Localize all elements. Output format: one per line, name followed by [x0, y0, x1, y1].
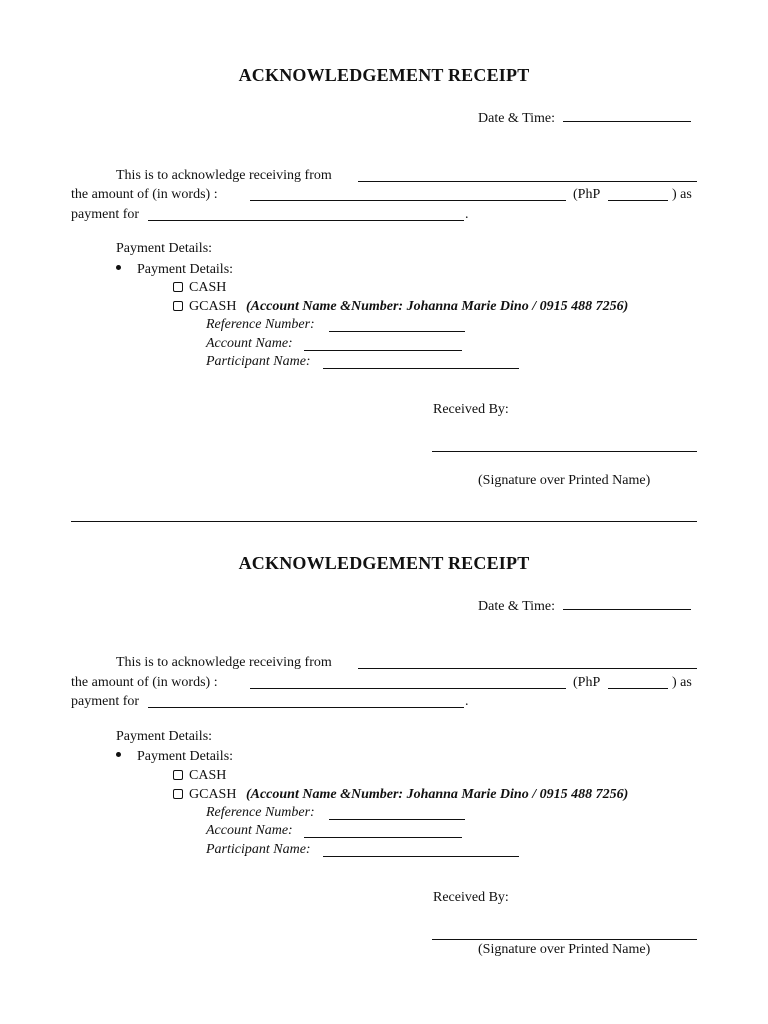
cash-option[interactable]: [173, 767, 226, 784]
cash-checkbox[interactable]: [173, 282, 183, 292]
payment-for-end: .: [465, 694, 469, 709]
php-close: ) as: [672, 187, 692, 202]
account-name-label: Account Name:: [206, 823, 293, 838]
received-from-field[interactable]: [358, 668, 697, 669]
participant-name-field[interactable]: [323, 368, 519, 369]
date-time-field[interactable]: [563, 108, 691, 122]
received-by-label: Received By:: [433, 402, 509, 417]
payment-details-bullet-label: Payment Details:: [137, 262, 234, 277]
payment-details-heading: Payment Details:: [116, 241, 213, 256]
received-from-field[interactable]: [358, 181, 697, 182]
gcash-account-info: (Account Name &Number: Johanna Marie Dino / 0915 488 7256): [245, 787, 629, 802]
cash-checkbox[interactable]: [173, 770, 183, 780]
php-label: (PhP: [573, 187, 601, 202]
payment-for-field[interactable]: [148, 220, 464, 221]
bullet-icon: [116, 265, 121, 270]
payment-details-bullet-label: Payment Details:: [137, 749, 234, 764]
date-time-row: [478, 596, 691, 615]
receipt-bottom: [0, 488, 768, 988]
gcash-option[interactable]: [173, 786, 628, 803]
signature-caption: (Signature over Printed Name): [478, 942, 651, 957]
gcash-label: GCASH: [189, 787, 237, 802]
cash-label: CASH: [189, 768, 227, 783]
cash-option[interactable]: [173, 279, 226, 296]
gcash-label: GCASH: [189, 299, 237, 314]
payment-for-label: payment for: [71, 207, 140, 222]
participant-name-field[interactable]: [323, 856, 519, 857]
cash-label: CASH: [189, 280, 227, 295]
payment-for-field[interactable]: [148, 707, 464, 708]
reference-number-label: Reference Number:: [206, 805, 315, 820]
account-name-label: Account Name:: [206, 336, 293, 351]
gcash-option[interactable]: [173, 298, 628, 315]
php-amount-field[interactable]: [608, 200, 668, 201]
reference-number-field[interactable]: [329, 331, 465, 332]
date-time-row: [478, 108, 691, 127]
signature-line[interactable]: [432, 451, 697, 452]
reference-number-field[interactable]: [329, 819, 465, 820]
date-time-label: Date & Time:: [478, 111, 556, 126]
participant-name-label: Participant Name:: [206, 842, 311, 857]
php-label: (PhP: [573, 675, 601, 690]
intro-text: This is to acknowledge receiving from: [116, 168, 332, 183]
payment-for-label: payment for: [71, 694, 140, 709]
gcash-checkbox[interactable]: [173, 301, 183, 311]
received-by-label: Received By:: [433, 890, 509, 905]
reference-number-label: Reference Number:: [206, 317, 315, 332]
bullet-icon: [116, 752, 121, 757]
date-time-field[interactable]: [563, 596, 691, 610]
php-close: ) as: [672, 675, 692, 690]
amount-words-label: the amount of (in words) :: [71, 187, 218, 202]
php-amount-field[interactable]: [608, 688, 668, 689]
receipt-top: [0, 0, 768, 500]
date-time-label: Date & Time:: [478, 599, 556, 614]
signature-caption: (Signature over Printed Name): [478, 473, 651, 488]
account-name-field[interactable]: [304, 837, 462, 838]
payment-for-end: .: [465, 207, 469, 222]
amount-words-field[interactable]: [250, 200, 566, 201]
amount-words-label: the amount of (in words) :: [71, 675, 218, 690]
payment-details-bullet-item: [116, 748, 233, 765]
participant-name-label: Participant Name:: [206, 354, 311, 369]
intro-text: This is to acknowledge receiving from: [116, 655, 332, 670]
gcash-checkbox[interactable]: [173, 789, 183, 799]
amount-words-field[interactable]: [250, 688, 566, 689]
payment-details-heading: Payment Details:: [116, 729, 213, 744]
receipt-title: ACKNOWLEDGEMENT RECEIPT: [238, 65, 530, 85]
signature-line[interactable]: [432, 939, 697, 940]
account-name-field[interactable]: [304, 350, 462, 351]
payment-details-bullet-item: [116, 261, 233, 278]
receipt-title: ACKNOWLEDGEMENT RECEIPT: [238, 553, 530, 573]
gcash-account-info: (Account Name &Number: Johanna Marie Dino / 0915 488 7256): [245, 299, 629, 314]
